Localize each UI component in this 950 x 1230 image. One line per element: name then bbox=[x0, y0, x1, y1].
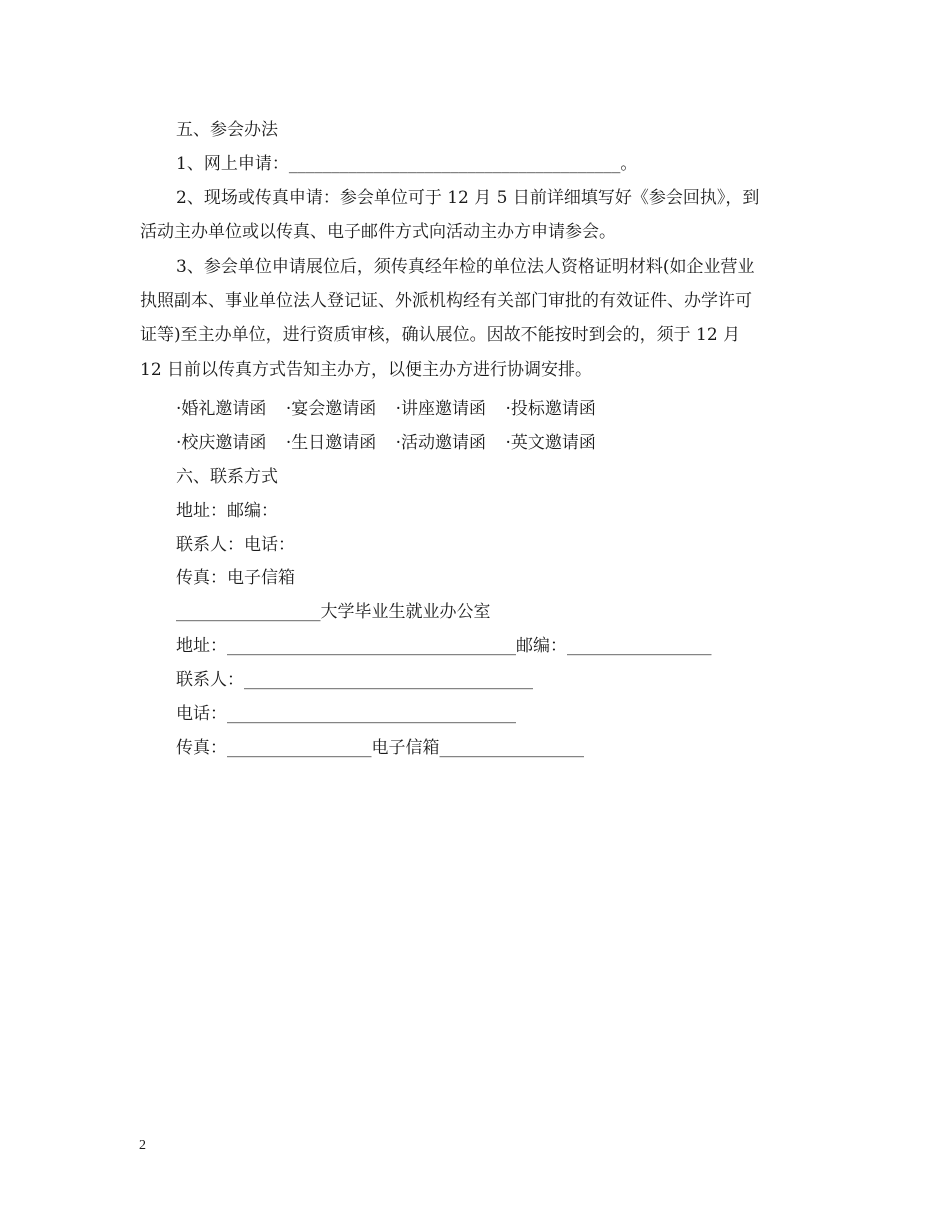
address-fill-line: 地址：__________________________________邮编：_________________ bbox=[176, 636, 712, 656]
contact-fill-line: 联系人：__________________________________ bbox=[176, 670, 533, 690]
phone-fill-line: 电话：__________________________________ bbox=[176, 704, 516, 724]
item2-line2: 活动主办单位或以传真、电子邮件方式向活动主办方申请参会。 bbox=[140, 222, 616, 242]
online-apply-line bbox=[176, 153, 810, 175]
section5-heading: 五、参会办法 bbox=[176, 120, 278, 140]
item3-line1: 3、参会单位申请展位后，须传真经年检的单位法人资格证明材料(如企业营业 bbox=[176, 257, 755, 277]
invitation-links-row1 bbox=[176, 398, 810, 420]
contact-phone-line: 联系人：电话： bbox=[176, 535, 295, 555]
page-number: 2 bbox=[139, 1138, 146, 1153]
online-apply-label: 1、网上申请： bbox=[176, 154, 289, 174]
address-postcode-line: 地址：邮编： bbox=[176, 501, 278, 521]
item3-line4: 12 日前以传真方式告知主办方，以便主办方进行协调安排。 bbox=[140, 360, 593, 380]
link-anniversary-invitation[interactable]: ·校庆邀请函 bbox=[176, 433, 267, 453]
item2-line1: 2、现场或传真申请：参会单位可于 12 月 5 日前详细填写好《参会回执》，到 bbox=[176, 188, 760, 208]
link-bid-invitation[interactable]: ·投标邀请函 bbox=[505, 399, 596, 419]
item3-line2: 执照副本、事业单位法人登记证、外派机构经有关部门审批的有效证件、办学许可 bbox=[140, 291, 752, 311]
office-line: _________________大学毕业生就业办公室 bbox=[176, 602, 491, 622]
section6-heading: 六、联系方式 bbox=[176, 467, 278, 487]
link-lecture-invitation[interactable]: ·讲座邀请函 bbox=[395, 399, 487, 419]
link-english-invitation[interactable]: ·英文邀请函 bbox=[505, 433, 596, 453]
fax-email-line: 传真：电子信箱 bbox=[176, 568, 295, 588]
fax-email-fill-line: 传真：_________________电子信箱_________________ bbox=[176, 738, 584, 758]
invitation-links-row2 bbox=[176, 432, 810, 454]
link-birthday-invitation[interactable]: ·生日邀请函 bbox=[285, 433, 377, 453]
link-wedding-invitation[interactable]: ·婚礼邀请函 bbox=[176, 399, 267, 419]
link-event-invitation[interactable]: ·活动邀请函 bbox=[395, 433, 487, 453]
online-apply-blank: _______________________________________。 bbox=[288, 154, 638, 174]
item3-line3: 证等)至主办单位，进行资质审核，确认展位。因故不能按时到会的，须于 12 月 bbox=[140, 325, 741, 345]
link-banquet-invitation[interactable]: ·宴会邀请函 bbox=[285, 399, 377, 419]
